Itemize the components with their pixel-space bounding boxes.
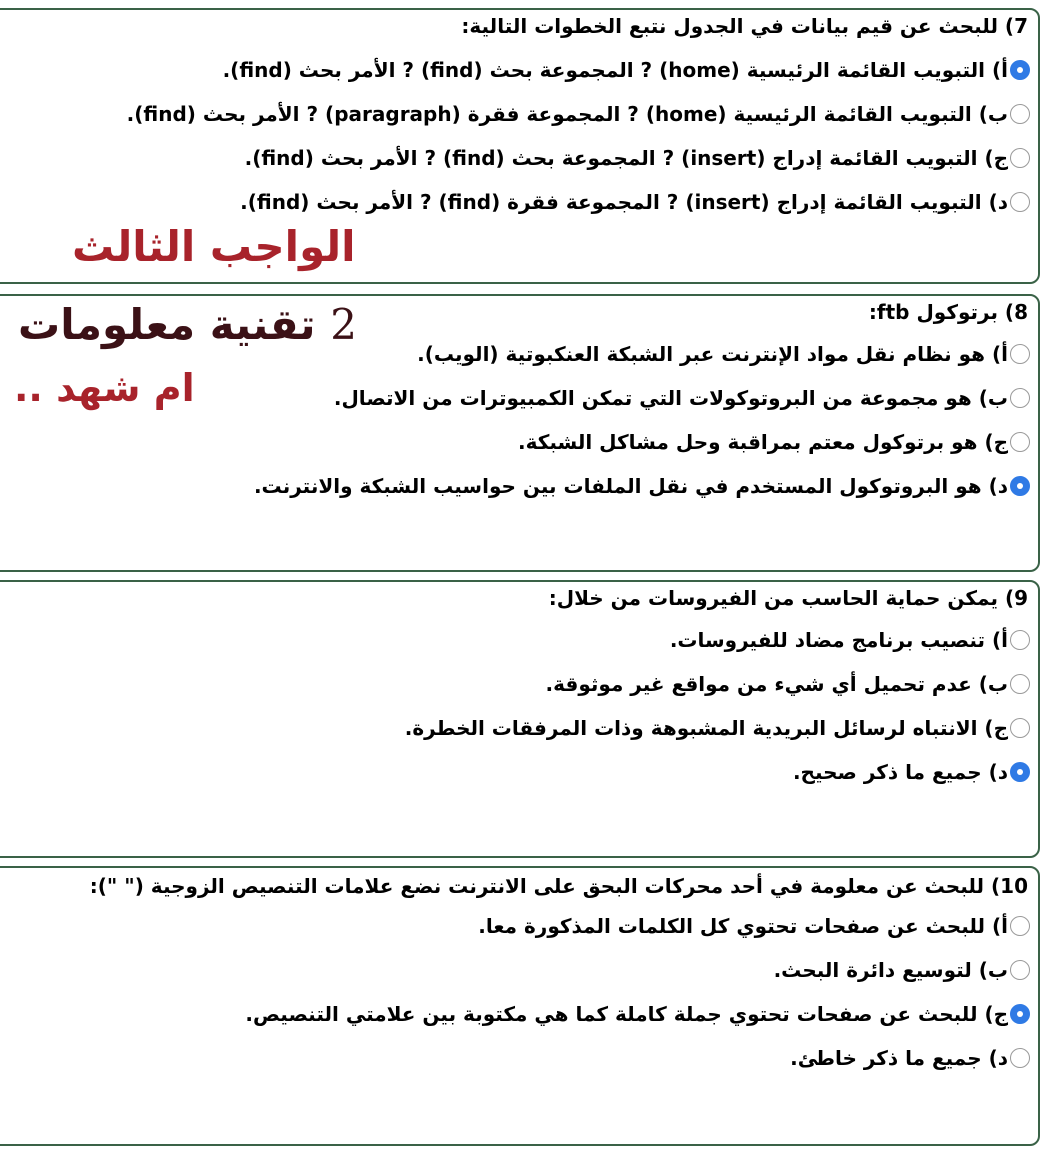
option-b[interactable] xyxy=(546,672,1030,696)
radio-icon[interactable] xyxy=(1010,916,1030,936)
option-a[interactable] xyxy=(670,628,1030,652)
option-d[interactable] xyxy=(793,760,1030,784)
radio-icon[interactable] xyxy=(1010,432,1030,452)
radio-icon[interactable] xyxy=(1010,674,1030,694)
radio-icon[interactable] xyxy=(1010,192,1030,212)
option-a[interactable] xyxy=(417,342,1030,366)
option-label: ب) هو مجموعة من البروتوكولات التي تمكن الكمبيوترات من الاتصال. xyxy=(333,386,1008,410)
radio-selected-icon[interactable] xyxy=(1010,60,1030,80)
subject-label: تقنية معلومات xyxy=(18,300,316,349)
option-label: ب) لتوسيع دائرة البحث. xyxy=(773,958,1008,982)
option-label: أ) تنصيب برنامج مضاد للفيروسات. xyxy=(669,628,1008,652)
radio-selected-icon[interactable] xyxy=(1010,762,1030,782)
radio-icon[interactable] xyxy=(1010,344,1030,364)
question-card-9 xyxy=(0,580,1040,858)
option-label: د) التبويب القائمة إدراج (insert) ? المجموعة فقرة (find) ? الأمر بحث (find). xyxy=(240,190,1008,214)
option-label: ب) عدم تحميل أي شيء من مواقع غير موثوقة. xyxy=(545,672,1008,696)
option-label: د) جميع ما ذكر صحيح. xyxy=(792,760,1008,784)
homework-watermark: الواجب الثالث xyxy=(72,222,356,271)
option-label: ب) التبويب القائمة الرئيسية (home) ? المجموعة فقرة (paragraph) ? الأمر بحث (find). xyxy=(126,102,1008,126)
option-c[interactable] xyxy=(405,716,1030,740)
radio-icon[interactable] xyxy=(1010,388,1030,408)
question-title: 8) برتوكول ftb: xyxy=(868,300,1028,324)
radio-selected-icon[interactable] xyxy=(1010,1004,1030,1024)
option-d[interactable] xyxy=(240,190,1030,214)
subject-watermark xyxy=(18,300,357,349)
option-label: د) جميع ما ذكر خاطئ. xyxy=(790,1046,1008,1070)
question-title: 10) للبحث عن معلومة في أحد محركات البحق على الانترنت نضع علامات التنصيص الزوجية (" "): xyxy=(89,874,1028,898)
option-a[interactable] xyxy=(478,914,1030,938)
option-label: د) هو البروتوكول المستخدم في نقل الملفات بين حواسيب الشبكة والانترنت. xyxy=(253,474,1008,498)
option-c[interactable] xyxy=(245,146,1030,170)
option-label: ج) الانتباه لرسائل البريدية المشبوهة وذات المرفقات الخطرة. xyxy=(404,716,1008,740)
author-watermark: ام شهد .. xyxy=(14,366,195,410)
option-b[interactable] xyxy=(774,958,1030,982)
option-d[interactable] xyxy=(254,474,1030,498)
question-title: 7) للبحث عن قيم بيانات في الجدول نتبع الخطوات التالية: xyxy=(461,14,1028,38)
option-label: ج) هو برتوكول معتم بمراقبة وحل مشاكل الشبكة. xyxy=(517,430,1008,454)
option-c[interactable] xyxy=(245,1002,1030,1026)
option-c[interactable] xyxy=(518,430,1030,454)
option-label: أ) التبويب القائمة الرئيسية (home) ? المجموعة بحث (find) ? الأمر بحث (find). xyxy=(222,58,1008,82)
question-card-10 xyxy=(0,866,1040,1146)
option-label: أ) للبحث عن صفحات تحتوي كل الكلمات المذكورة معا. xyxy=(478,914,1008,938)
radio-icon[interactable] xyxy=(1010,718,1030,738)
option-label: ج) للبحث عن صفحات تحتوي جملة كاملة كما هي مكتوبة بين علامتي التنصيص. xyxy=(245,1002,1008,1026)
radio-icon[interactable] xyxy=(1010,148,1030,168)
option-label: ج) التبويب القائمة إدراج (insert) ? المجموعة بحث (find) ? الأمر بحث (find). xyxy=(244,146,1008,170)
subject-number: 2 xyxy=(330,300,357,349)
radio-icon[interactable] xyxy=(1010,960,1030,980)
radio-selected-icon[interactable] xyxy=(1010,476,1030,496)
radio-icon[interactable] xyxy=(1010,1048,1030,1068)
radio-icon[interactable] xyxy=(1010,630,1030,650)
option-b[interactable] xyxy=(334,386,1030,410)
option-b[interactable] xyxy=(127,102,1030,126)
option-d[interactable] xyxy=(790,1046,1030,1070)
option-label: أ) هو نظام نقل مواد الإنترنت عبر الشبكة العنكبوتية (الويب). xyxy=(417,342,1008,366)
option-a[interactable] xyxy=(223,58,1030,82)
radio-icon[interactable] xyxy=(1010,104,1030,124)
question-title: 9) يمكن حماية الحاسب من الفيروسات من خلال: xyxy=(548,586,1028,610)
